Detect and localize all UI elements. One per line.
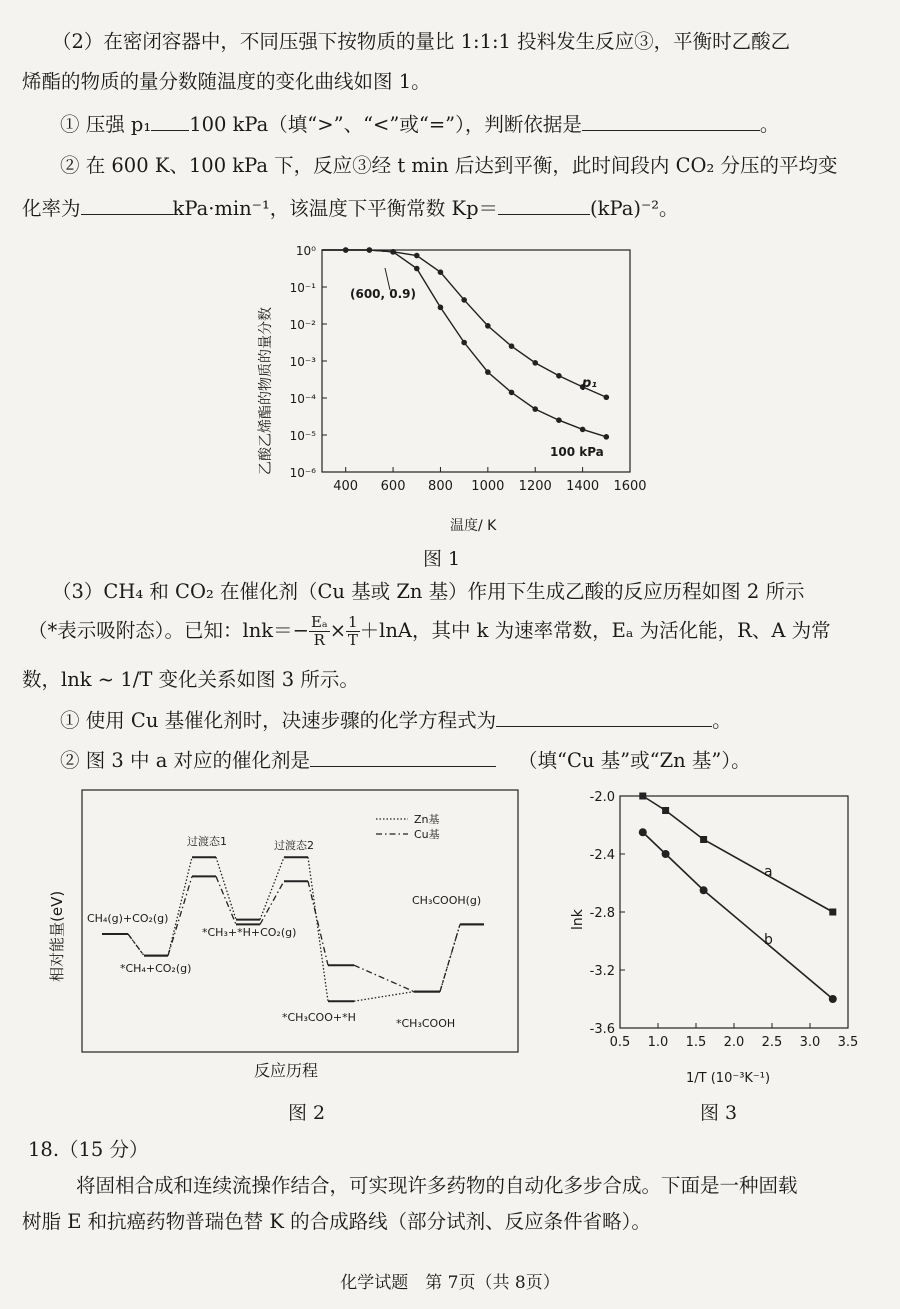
fig3-y-tick-label: -3.6 <box>589 1022 615 1037</box>
q2-item2-d: (kPa)⁻²。 <box>590 197 679 220</box>
q3-item1-b: 。 <box>712 709 732 732</box>
fig1-data-point <box>485 369 491 375</box>
fig1-data-point <box>414 266 420 272</box>
fig1-y-tick-label: 10⁻⁴ <box>289 392 316 406</box>
q18-body-line2: 树脂 E 和抗癌药物普瑞色替 K 的合成路线（部分试剂、反应条件省略）。 <box>22 1210 651 1233</box>
fig3-caption: 图 3 <box>700 1102 738 1124</box>
fig1-data-point <box>461 297 467 303</box>
fig3-data-point <box>700 886 708 894</box>
fig1-data-point <box>343 247 349 253</box>
q3-intro-line1: （3）CH₄ 和 CO₂ 在催化剂（Cu 基或 Zn 基）作用下生成乙酸的反应历程如图 2 所示 <box>52 580 805 603</box>
q2-item1-b: 100 kPa（填“>”、“<”或“=”），判断依据是 <box>189 113 582 136</box>
fig3-xlabel: 1/T (10⁻³K⁻¹) <box>686 1071 771 1086</box>
fig1-data-point <box>509 390 515 396</box>
q2-item1-c: 。 <box>759 113 780 136</box>
q3-item1-a: ① 使用 Cu 基催化剂时，决速步骤的化学方程式为 <box>60 709 497 732</box>
fig3-x-tick-label: 3.0 <box>799 1035 821 1050</box>
fig1-data-point <box>485 323 491 329</box>
q3-item1 <box>60 706 732 735</box>
q18-header: 18.（15 分） <box>28 1138 149 1161</box>
fig2-connector-cu <box>354 965 414 991</box>
fig1-x-tick-label: 600 <box>380 479 406 494</box>
fig1-ylabel: 乙酸乙烯酯的物质的量分数 <box>258 307 274 475</box>
fig1-y-tick-label: 10⁻⁵ <box>289 429 316 443</box>
fig2-label-int2: *CH₃COO+*H <box>282 1011 356 1024</box>
fig1-y-tick-label: 10⁻¹ <box>289 281 316 295</box>
q3-intro-line2 <box>28 614 831 649</box>
fig3-y-tick-label: -2.4 <box>589 848 615 863</box>
fig3-y-tick-label: -3.2 <box>589 964 615 979</box>
fig2-connector-zn <box>216 857 236 919</box>
fig3-data-point <box>662 807 669 814</box>
fig1-data-point <box>438 269 444 275</box>
fig2-label-int3: *CH₃COOH <box>396 1017 456 1030</box>
fraction-1-over-t: $\frac{1}{T}$ <box>347 613 358 649</box>
fig1-data-point <box>604 394 610 400</box>
answer-blank-q3-1[interactable] <box>496 706 712 727</box>
fig2-connector-cu <box>260 881 284 924</box>
fig2-ylabel: 相对能量(eV) <box>48 890 66 982</box>
q3-intro-2b: ＋lnA，其中 k 为速率常数，Eₐ 为活化能，R、A 为常 <box>359 619 831 642</box>
fig2-connector-zn <box>354 992 414 1002</box>
fig1-series-label-100kpa: 100 kPa <box>550 445 604 459</box>
fig3-x-tick-label: 3.5 <box>837 1035 859 1050</box>
fig3-series-label-b: b <box>764 932 773 948</box>
fig3-y-tick-label: -2.0 <box>589 790 615 805</box>
q2-item2-line2 <box>22 194 679 223</box>
fig1-series-label-p1: p₁ <box>582 376 597 391</box>
fig1-x-tick-label: 800 <box>428 479 453 494</box>
fig3-series-label-a: a <box>764 864 773 880</box>
fig3-data-point <box>700 836 707 843</box>
fig1-data-point <box>367 247 373 253</box>
fig2-legend-cu: Cu基 <box>414 828 440 841</box>
q3-item2 <box>60 746 751 775</box>
fig1-data-point <box>556 417 562 423</box>
fig1-y-tick-label: 10⁻³ <box>289 355 316 369</box>
fig2-connector-cu <box>168 876 192 955</box>
fig1-x-tick-label: 1400 <box>566 479 600 494</box>
q2-item2-c: kPa·min⁻¹，该温度下平衡常数 Kp＝ <box>172 197 499 220</box>
fig3-x-tick-label: 1.0 <box>647 1035 669 1050</box>
fig3-data-point <box>829 909 836 916</box>
fig1-plot-frame <box>322 250 630 472</box>
fig3-data-point <box>639 828 647 836</box>
fig1-y-tick-label: 10⁻² <box>289 318 316 332</box>
answer-blank-q2-3[interactable] <box>81 194 173 215</box>
q3-item2-a: ② 图 3 中 a 对应的催化剂是 <box>60 749 311 772</box>
fig2-label-ts1: 过渡态1 <box>187 835 227 848</box>
fig1-x-tick-label: 1600 <box>613 479 647 494</box>
fig2-label-start: CH₄(g)+CO₂(g) <box>87 912 169 925</box>
fig1-y-tick-label: 10⁰ <box>295 244 316 258</box>
q18-body-line1: 将固相合成和连续流操作结合，可实现许多药物的自动化多步合成。下面是一种固载 <box>76 1174 798 1197</box>
fig2-connector-cu <box>308 881 328 965</box>
fig3-series-line-a <box>643 796 833 912</box>
answer-blank-q2-2[interactable] <box>582 110 760 131</box>
fig2-caption: 图 2 <box>288 1102 326 1124</box>
fig1-data-point <box>438 305 444 311</box>
answer-blank-q3-2[interactable] <box>310 746 496 767</box>
fig1-data-point <box>390 249 396 255</box>
fraction-ea-over-r: $\frac{\text{Eₐ}}{R}$ <box>310 613 328 649</box>
fig2-label-end: CH₃COOH(g) <box>412 894 482 907</box>
fig3-x-tick-label: 2.5 <box>761 1035 783 1050</box>
q2-item2-b: 化率为 <box>22 197 81 220</box>
fig2-connector-zn <box>308 857 328 1001</box>
fig3-x-tick-label: 2.0 <box>723 1035 745 1050</box>
fig1-x-tick-label: 1200 <box>518 479 552 494</box>
fig1-caption: 图 1 <box>423 548 461 570</box>
fig2-connector-cu <box>216 876 236 924</box>
fig3-data-point <box>662 850 670 858</box>
fig1-x-tick-label: 1000 <box>471 479 505 494</box>
fig3-y-tick-label: -2.8 <box>589 906 615 921</box>
fig1-series-line-0 <box>322 250 606 397</box>
q3-intro-line3: 数，lnk ~ 1/T 变化关系如图 3 所示。 <box>22 668 359 691</box>
figure-3-chart <box>560 784 880 1094</box>
fig2-xlabel: 反应历程 <box>254 1061 319 1080</box>
fig2-connector-zn <box>168 857 192 955</box>
q3-item2-b: （填“Cu 基”或“Zn 基”）。 <box>518 749 751 772</box>
q2-item2-line1: ② 在 600 K、100 kPa 下，反应③经 t min 后达到平衡，此时间段内 CO₂ 分压的平均变 <box>60 154 838 177</box>
fig1-annotation: (600, 0.9) <box>350 287 417 301</box>
fig1-data-point <box>580 427 586 433</box>
times-sign: × <box>329 619 347 642</box>
fig2-label-ads: *CH₄+CO₂(g) <box>120 962 192 975</box>
q2-item1-a: ① 压强 p₁ <box>60 113 152 136</box>
q2-intro-line2: 烯酯的物质的量分数随温度的变化曲线如图 1。 <box>22 70 431 93</box>
fig1-xlabel: 温度/ K <box>450 518 497 534</box>
fig3-x-tick-label: 1.5 <box>685 1035 707 1050</box>
fig3-x-tick-label: 0.5 <box>609 1035 631 1050</box>
fig3-ylabel: lnk <box>570 909 586 930</box>
fig1-data-point <box>532 406 538 412</box>
q3-intro-2a: （*表示吸附态）。已知：lnk＝− <box>28 619 309 642</box>
fig1-y-tick-label: 10⁻⁶ <box>289 466 316 480</box>
fig1-x-tick-label: 400 <box>333 479 359 494</box>
fig2-label-ts2: 过渡态2 <box>274 839 314 852</box>
answer-blank-q2-1[interactable] <box>151 110 189 131</box>
answer-blank-q2-4[interactable] <box>498 194 590 215</box>
fig1-data-point <box>461 340 467 346</box>
q2-item1 <box>60 110 779 139</box>
page-footer: 化学试题 第 7页（共 8页） <box>340 1273 560 1293</box>
fig3-data-point <box>829 995 837 1003</box>
fig2-legend-zn: Zn基 <box>414 813 440 826</box>
fig1-data-point <box>532 360 538 366</box>
fig3-plot-frame <box>620 796 848 1028</box>
fig1-data-point <box>509 343 515 349</box>
fig3-series-line-b <box>643 832 833 999</box>
fig1-data-point <box>604 434 610 440</box>
fig3-data-point <box>639 793 646 800</box>
figure-1-chart <box>250 240 650 540</box>
figure-2-energy-diagram <box>40 784 540 1084</box>
fig2-connector-cu <box>128 934 144 956</box>
fig1-data-point <box>414 253 420 259</box>
q2-intro-line1: （2）在密闭容器中，不同压强下按物质的量比 1:1:1 投料发生反应③，平衡时乙酸乙 <box>52 30 791 53</box>
fig2-label-int1: *CH₃+*H+CO₂(g) <box>202 926 297 939</box>
fig1-data-point <box>556 373 562 379</box>
